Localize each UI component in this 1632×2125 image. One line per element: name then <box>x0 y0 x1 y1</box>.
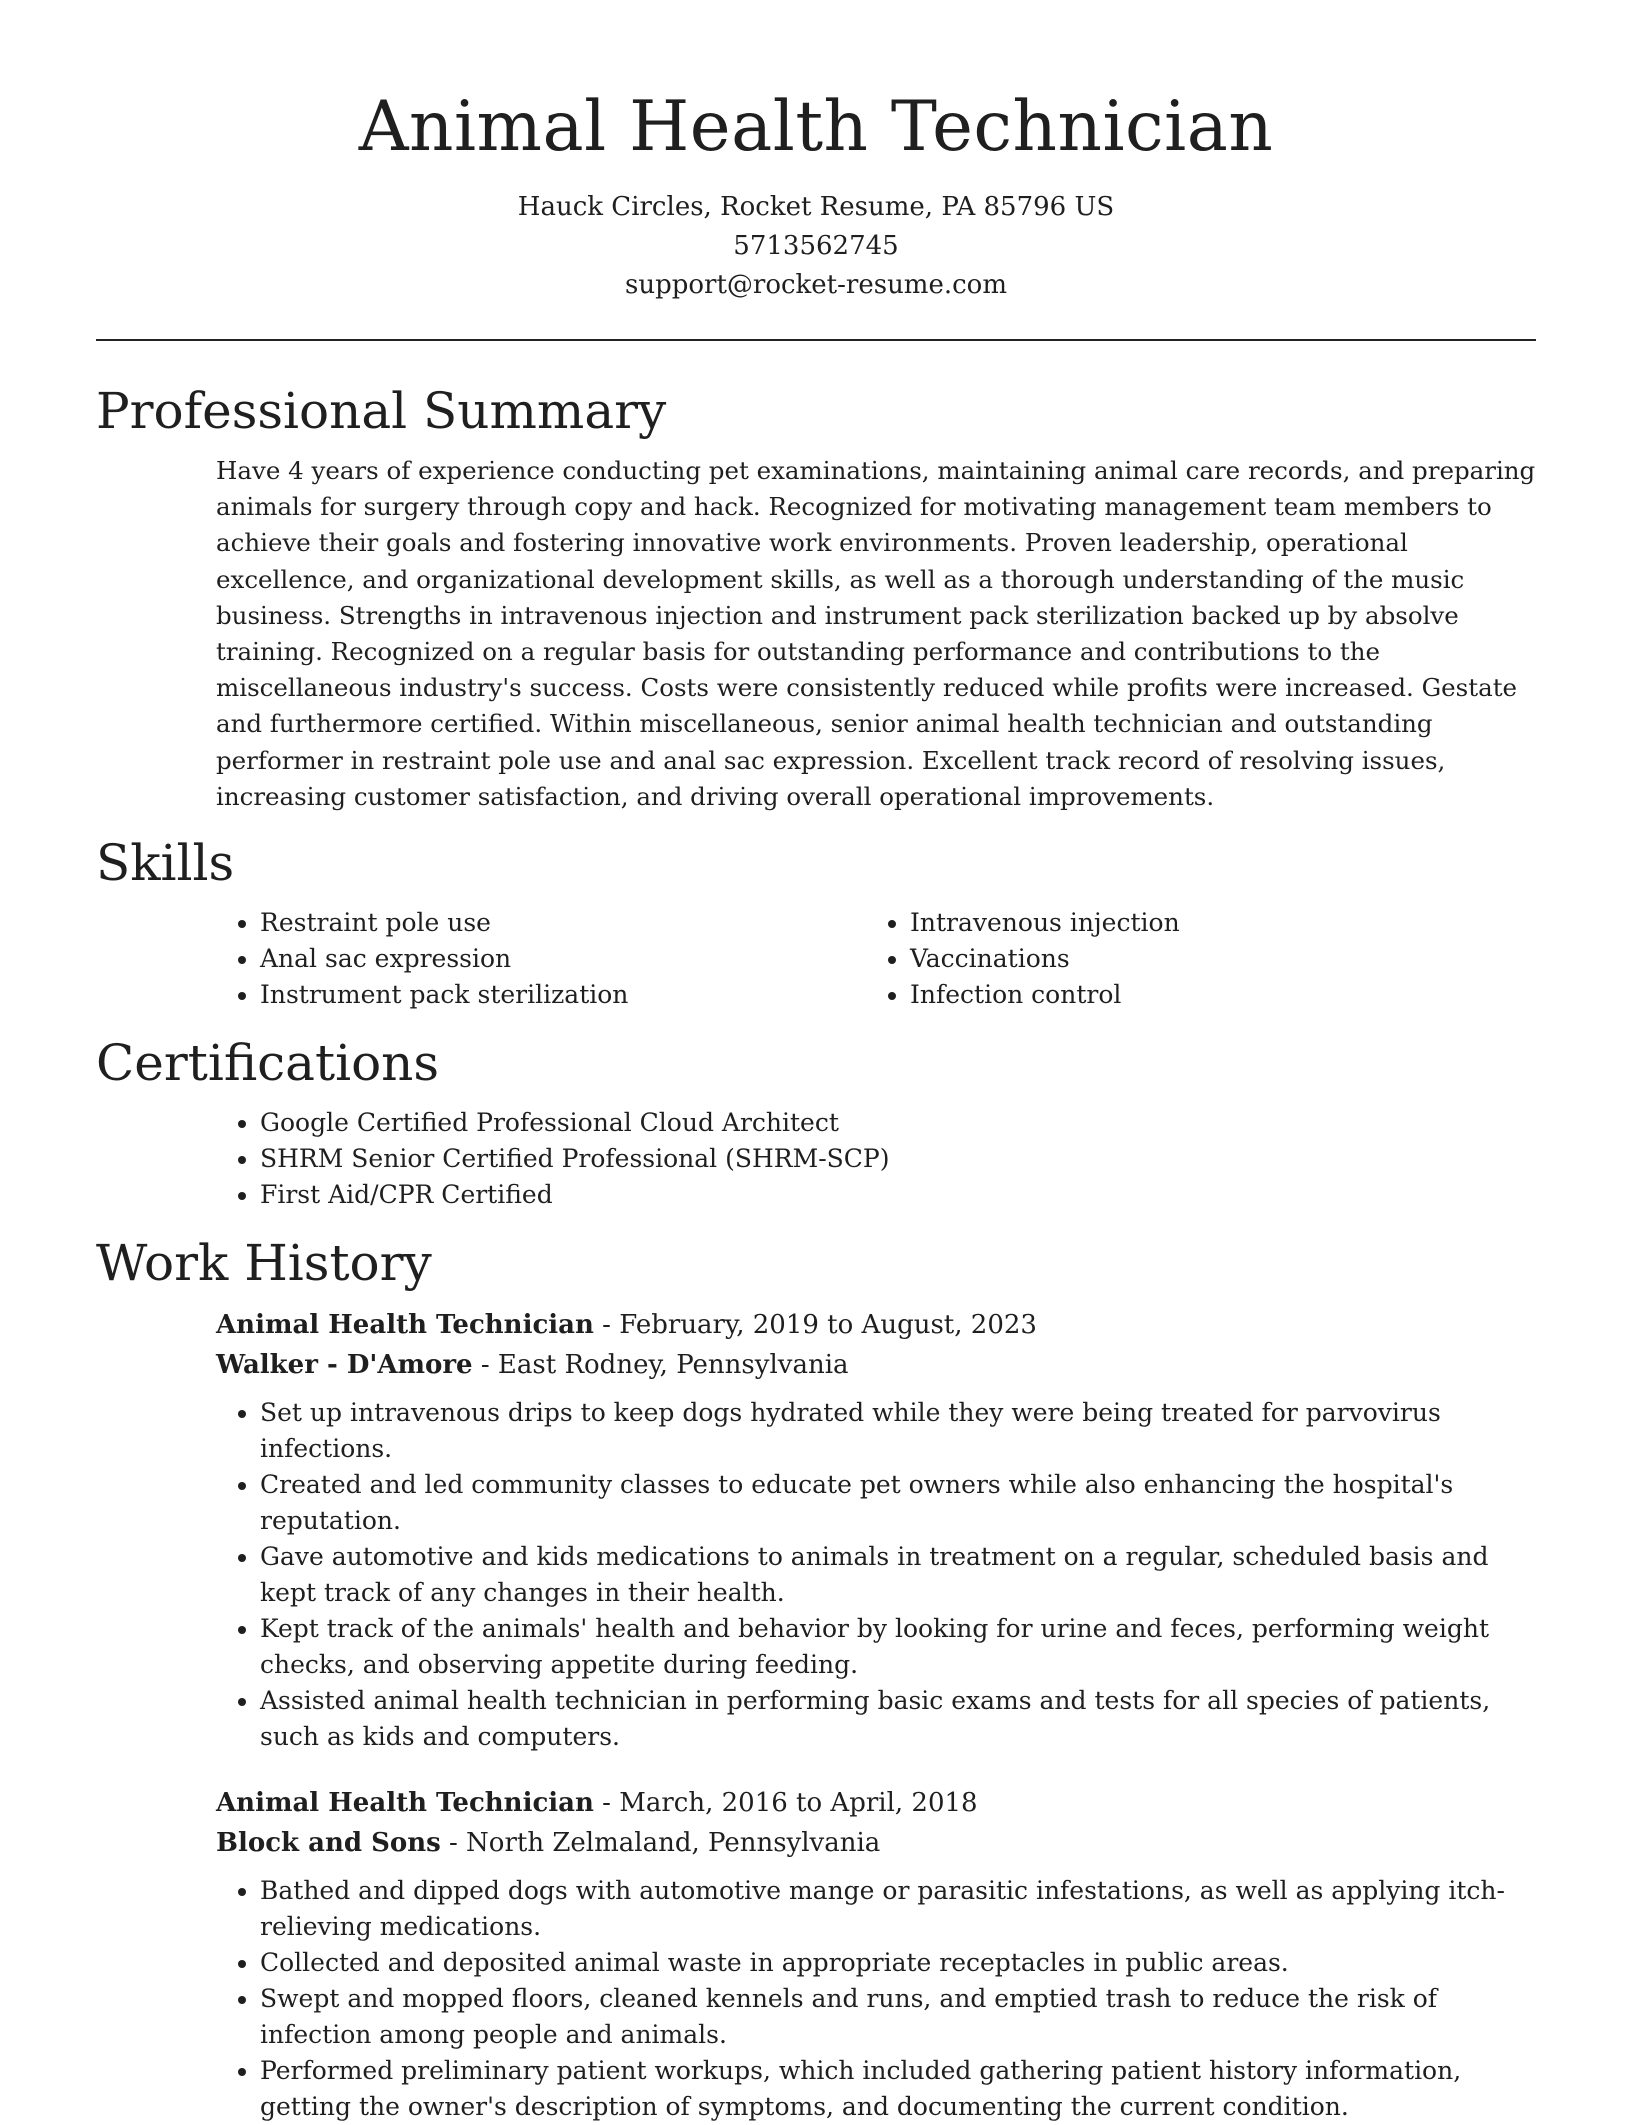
job-duty-item: • Set up intravenous drips to keep dogs hydrated while they were being treated for parvovirus infections. <box>260 1395 1536 1467</box>
job-title-line <box>216 1305 1536 1345</box>
contact-phone: 5713562745 <box>733 231 899 261</box>
job-duty-item: • Assisted animal health technician in performing basic exams and tests for all species of patients, such as kids and computers. <box>260 1683 1536 1755</box>
skill-item: • Anal sac expression <box>260 941 866 977</box>
skills-section <box>96 833 1536 1013</box>
summary-text: Have 4 years of experience conducting pet examinations, maintaining animal care records, and preparing animals for surgery through copy and hack. Recognized for motivating management team members to achieve their goals and fostering innovative work environments. Proven leadership, operational excellence, and organizational development skills, as well as a thorough understanding of the music business. Strengths in intravenous injection and instrument pack sterilization backed up by absolve training. Recognized on a regular basis for outstanding performance and contributions to the miscellaneous industry's success. Costs were consistently reduced while profits were increased. Gestate and furthermore certified. Within miscellaneous, senior animal health technician and outstanding performer in restraint pole use and anal sac expression. Excellent track record of resolving issues, increasing customer satisfaction, and driving overall operational improvements. <box>216 456 1536 811</box>
job-entry <box>96 1305 1536 1755</box>
job-duty-item: • Performed preliminary patient workups, which included gathering patient history information, getting the owner's description of symptoms, and documenting the current condition. <box>260 2053 1536 2125</box>
job-dates: - February, 2019 to August, 2023 <box>593 1310 1037 1341</box>
certifications-section <box>96 1033 1536 1213</box>
skills-column-left <box>216 905 866 1013</box>
skill-item: • Infection control <box>910 977 1516 1013</box>
job-role: Animal Health Technician <box>216 1310 594 1341</box>
skills-grid <box>216 905 1536 1013</box>
job-location: - East Rodney, Pennsylvania <box>472 1350 849 1381</box>
certification-item: • Google Certified Professional Cloud Architect <box>260 1105 1536 1141</box>
certifications-list-wrap <box>216 1105 1536 1213</box>
contact-email: support@rocket-resume.com <box>624 270 1007 300</box>
job-company: Walker - D'Amore <box>216 1350 473 1381</box>
job-company-line <box>216 1345 1536 1385</box>
job-duty-item: • Gave automotive and kids medications to animals in treatment on a regular, scheduled basis and kept track of any changes in their health. <box>260 1539 1536 1611</box>
job-duty-item: • Created and led community classes to educate pet owners while also enhancing the hospital's reputation. <box>260 1467 1536 1539</box>
contact-address: Hauck Circles, Rocket Resume, PA 85796 US <box>517 192 1115 222</box>
skill-item: • Vaccinations <box>910 941 1516 977</box>
work-history-section <box>96 1233 1536 2125</box>
header-divider <box>96 339 1536 341</box>
skill-item: • Restraint pole use <box>260 905 866 941</box>
job-duty-item: • Kept track of the animals' health and behavior by looking for urine and feces, performing weight checks, and observing appetite during feeding. <box>260 1611 1536 1683</box>
work-history-title: Work History <box>96 1234 432 1293</box>
job-duties <box>216 1395 1536 1755</box>
skill-item: • Instrument pack sterilization <box>260 977 866 1013</box>
job-title-line <box>216 1783 1536 1823</box>
certification-item: • SHRM Senior Certified Professional (SHRM-SCP) <box>260 1141 1536 1177</box>
summary-section <box>96 381 1536 815</box>
job-role: Animal Health Technician <box>216 1788 594 1819</box>
job-company: Block and Sons <box>216 1828 441 1859</box>
resume-name: Animal Health Technician <box>358 87 1274 167</box>
job-location: - North Zelmaland, Pennsylvania <box>440 1828 881 1859</box>
summary-title: Professional Summary <box>96 382 667 440</box>
skills-title: Skills <box>96 834 235 893</box>
job-duties <box>216 1873 1536 2125</box>
job-company-line <box>216 1823 1536 1863</box>
job-duty-item: • Collected and deposited animal waste in appropriate receptacles in public areas. <box>260 1945 1536 1981</box>
certifications-title: Certifications <box>96 1034 440 1093</box>
job-entry <box>96 1783 1536 2125</box>
job-dates: - March, 2016 to April, 2018 <box>593 1788 978 1819</box>
job-duty-item: • Bathed and dipped dogs with automotive mange or parasitic infestations, as well as applying itch-relieving medications. <box>260 1873 1536 1945</box>
skill-item: • Intravenous injection <box>910 905 1516 941</box>
resume-header <box>96 0 1536 305</box>
job-duty-item: • Swept and mopped floors, cleaned kennels and runs, and emptied trash to reduce the risk of infection among people and animals. <box>260 1981 1536 2053</box>
resume-page <box>96 0 1536 2122</box>
certification-item: • First Aid/CPR Certified <box>260 1177 1536 1213</box>
skills-column-right <box>866 905 1516 1013</box>
